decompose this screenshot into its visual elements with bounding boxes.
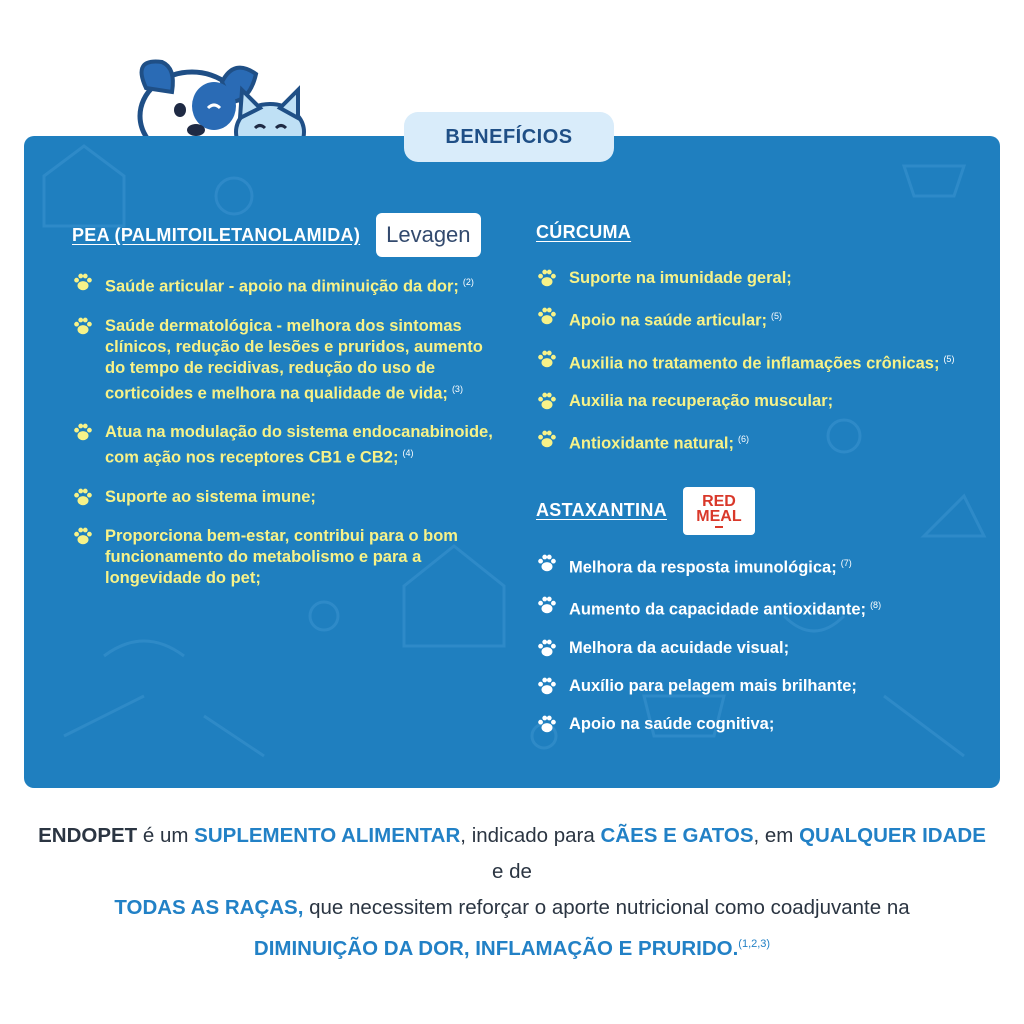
item-text: Apoio na saúde articular; [569,311,768,330]
footer-text: que necessitem reforçar o aporte nutricional como coadjuvante na [303,896,910,919]
astaxantina-benefit-list [536,553,976,735]
list-item [536,553,976,579]
astaxantina-header [536,485,976,537]
item-text: Apoio na saúde cognitiva; [569,714,775,733]
footer-text: e de [492,860,532,883]
paw-icon [72,525,94,547]
list-item [72,526,502,589]
item-text: Proporciona bem-estar, contribui para o bom funcionamento do metabolismo e para a longevidade do pet; [105,526,458,587]
footer-line-2 [30,890,994,926]
item-text: Melhora da acuidade visual; [569,638,790,657]
pea-benefit-list [72,272,502,589]
footer-highlight: CÃES E GATOS [600,824,754,847]
paw-icon [72,486,94,508]
benefits-title-pill [404,112,614,162]
paw-icon [536,267,558,289]
paw-icon [72,315,94,337]
item-text: Suporte na imunidade geral; [569,269,792,287]
paw-icon [536,305,558,327]
item-text: Antioxidante natural; [569,434,735,453]
levagen-logo-text: Levagen [386,222,471,247]
paw-icon [536,675,558,697]
levagen-logo [376,213,480,257]
footer-line-1 [30,818,994,890]
list-item [72,316,502,405]
list-item [536,349,976,375]
footer-refs: (1,2,3) [738,938,771,950]
item-ref: (6) [738,434,750,444]
paw-icon [536,637,558,659]
pea-column [72,212,502,589]
item-ref: (4) [402,448,414,458]
list-item [536,429,976,455]
paw-icon [536,348,558,370]
item-text: Aumento da capacidade antioxidante; [569,600,867,619]
item-ref: (2) [462,277,474,287]
paw-icon [536,594,558,616]
footer-text: , em [753,824,800,847]
footer-highlight: TODAS AS RAÇAS, [114,896,304,919]
list-item [536,391,976,412]
footer-highlight: SUPLEMENTO ALIMENTAR [194,824,461,847]
item-ref: (3) [451,383,463,394]
curcuma-title: CÚRCUMA [536,221,632,242]
footer-text: é um [137,824,195,847]
footer-highlight: DIMINUIÇÃO DA DOR, INFLAMAÇÃO E PRURIDO. [253,936,739,960]
list-item [536,268,976,289]
item-ref: (7) [840,557,852,568]
item-ref: (5) [943,353,955,364]
footer-description [30,818,994,967]
item-text: Saúde articular - apoio na diminuição da dor; [105,277,459,296]
list-item [536,676,976,697]
paw-icon [536,552,558,574]
list-item [536,638,976,659]
footer-highlight: QUALQUER IDADE [799,824,986,847]
item-ref: (5) [771,311,783,321]
item-ref: (8) [870,600,882,610]
paw-icon [536,713,558,735]
paw-icon [72,271,94,293]
paw-icon [72,421,94,443]
footer-line-3 [30,926,994,967]
list-item [72,487,502,508]
list-item [536,595,976,621]
right-column [536,212,976,735]
red-meal-logo-line1: RED [702,492,736,510]
pea-header [72,212,502,258]
item-text: Suporte ao sistema imune; [105,487,316,506]
list-item [536,714,976,735]
list-item [536,306,976,332]
item-text: Auxílio para pelagem mais brilhante; [569,676,857,695]
item-text: Auxilia na recuperação muscular; [569,392,834,410]
red-meal-logo-strip [715,526,723,528]
curcuma-benefit-list [536,268,976,455]
footer-text: , indicado para [460,824,601,847]
benefits-title: BENEFÍCIOS [445,125,573,148]
item-text: Saúde dermatológica - melhora dos sintomas clínicos, redução de lesões e pruridos, aumento do tempo de recidivas, redução do uso de corticoides e melhora na qualidade de vida; [105,316,483,402]
footer-brand: ENDOPET [38,824,138,847]
item-text: Melhora da resposta imunológica; [569,558,837,576]
item-text: Auxilia no tratamento de inflamações crônicas; [569,354,940,372]
astaxantina-title: ASTAXANTINA [536,500,667,520]
red-meal-logo-line2: MEAL [696,507,742,525]
curcuma-header [536,212,976,252]
paw-icon [536,428,558,450]
pea-title: PEA (PALMITOILETANOLAMIDA) [72,224,361,245]
paw-icon [536,390,558,412]
list-item [72,422,502,469]
red-meal-logo [683,487,755,535]
item-text: Atua na modulação do sistema endocanabinoide, com ação nos receptores CB1 e CB2; [105,423,493,467]
list-item [72,272,502,298]
